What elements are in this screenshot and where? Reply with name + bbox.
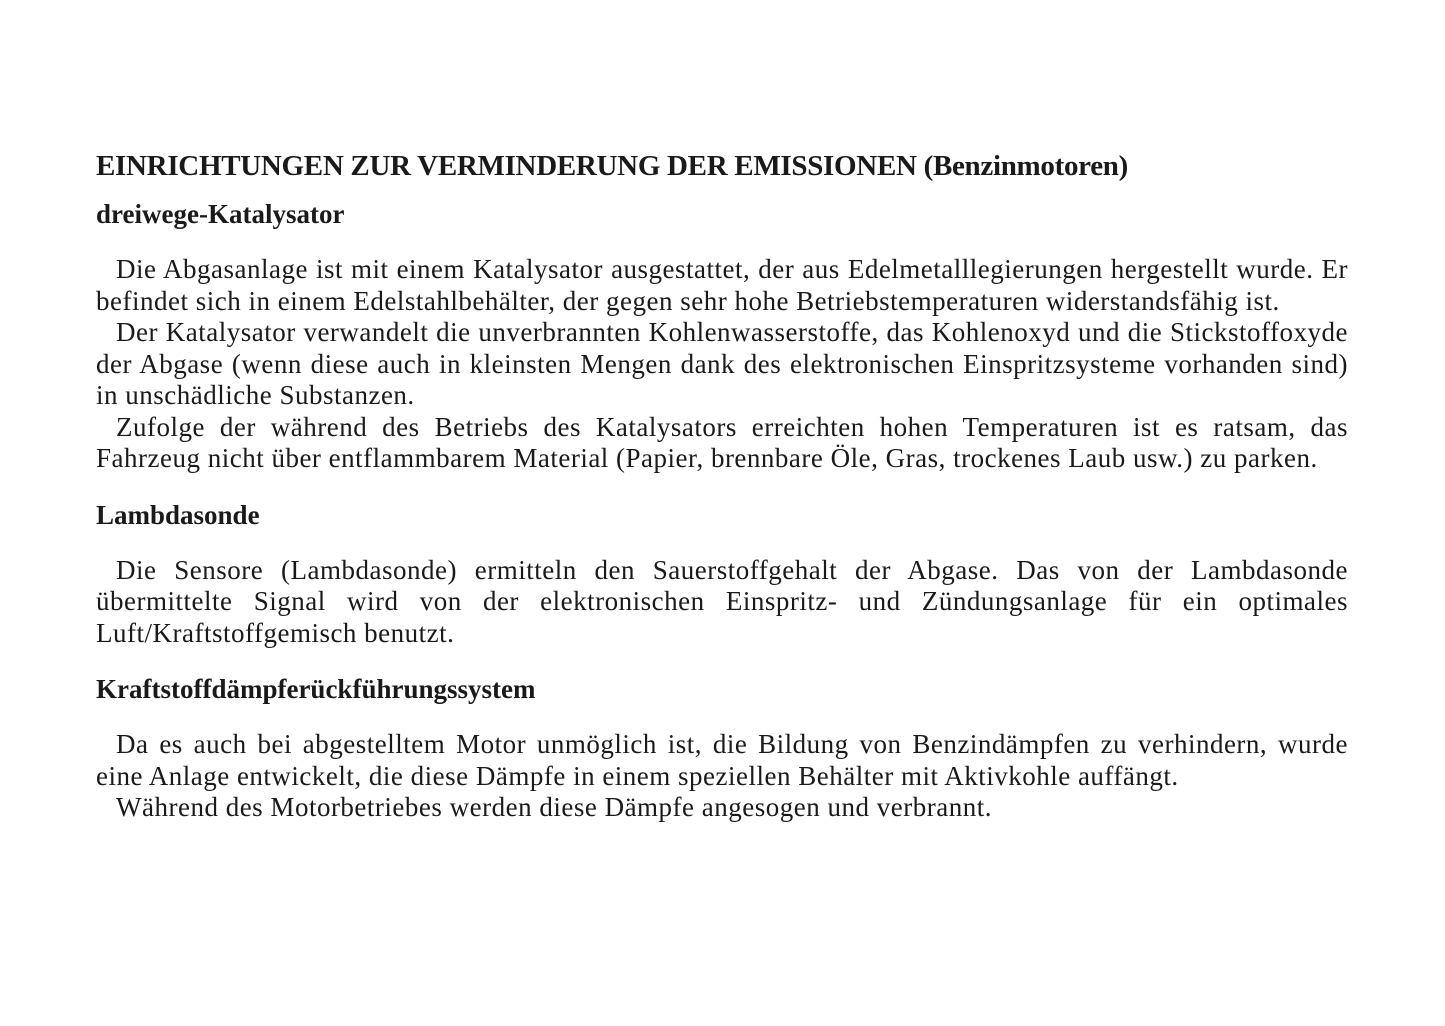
document-page: [96, 146, 1348, 824]
section-heading-katalysator: dreiwege-Katalysator: [96, 199, 345, 229]
paragraph: Die Sensore (Lambdasonde) ermitteln den Sauerstoffgehalt der Abgase. Das von der Lambdasonde übermittelte Signal wird von der elektronischen Einspritz- und Zündungsanlage für ein optimales Luft/Kraftstoffgemisch benutzt.: [96, 554, 1348, 648]
paragraph: Da es auch bei abgestelltem Motor unmöglich ist, die Bildung von Benzindämpfen zu verhindern, wurde eine Anlage entwickelt, die diese Dämpfe in einem speziellen Behälter mit Aktivkohle auffängt.: [96, 729, 1348, 791]
paragraph: Die Abgasanlage ist mit einem Katalysator ausgestattet, der aus Edelmetalllegierungen hergestellt wurde. Er befindet sich in einem Edelstahlbehälter, der gegen sehr hohe Betriebstemperaturen widerstandsfähig ist.: [96, 254, 1348, 316]
paragraph: Während des Motorbetriebes werden diese Dämpfe angesogen und verbrannt.: [116, 792, 992, 822]
section-heading-lambdasonde: Lambdasonde: [96, 499, 260, 530]
section-heading-kraftstoffdaempfe: Kraftstoffdämpferückführungssystem: [96, 674, 536, 704]
paragraph: Der Katalysator verwandelt die unverbrannten Kohlenwasserstoffe, das Kohlenoxyd und die Stickstoffoxyde der Abgase (wenn diese auch in kleinsten Mengen dank des elektronischen Einspritzsysteme vorhanden sind) in unschädliche Substanzen.: [96, 317, 1348, 410]
page-title: EINRICHTUNGEN ZUR VERMINDERUNG DER EMISSIONEN (Benzinmotoren): [96, 150, 1128, 182]
paragraph: Zufolge der während des Betriebs des Katalysators erreichten hohen Temperaturen ist es ratsam, das Fahrzeug nicht über entflammbarem Material (Papier, brennbare Öle, Gras, trockenes Laub usw.) zu parken.: [96, 411, 1348, 473]
